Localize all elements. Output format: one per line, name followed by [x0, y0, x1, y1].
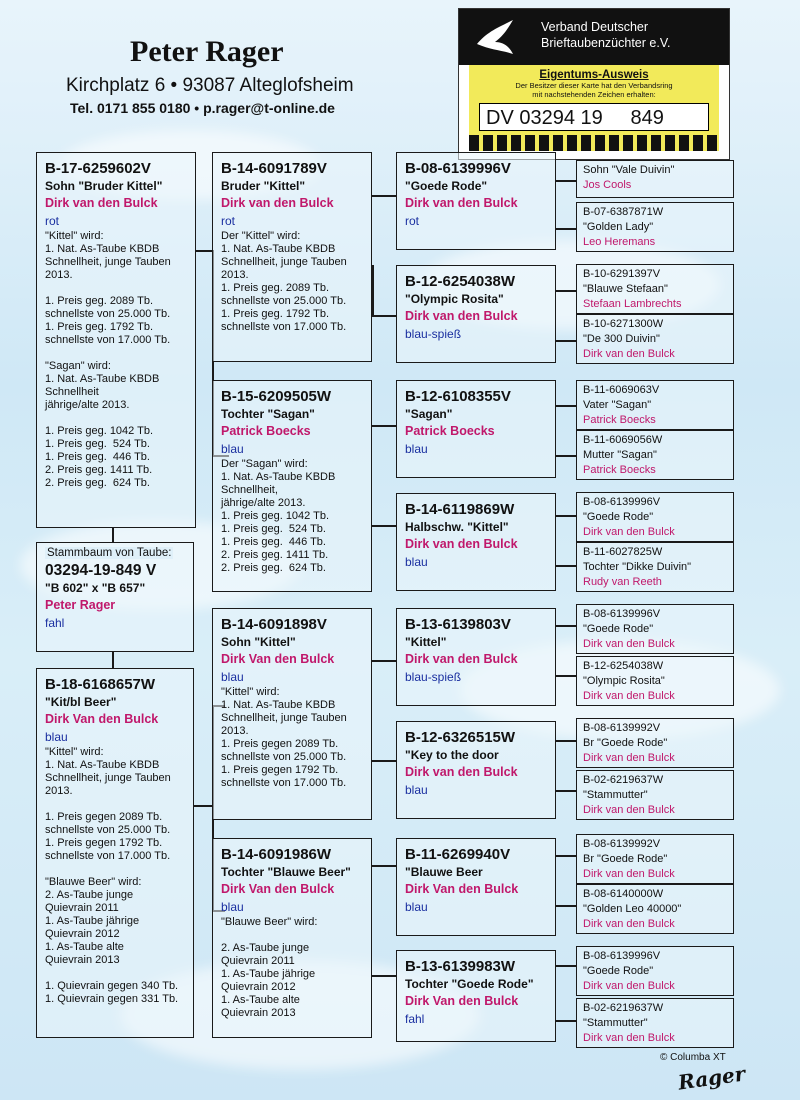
- pigeon-color: rot: [405, 214, 420, 228]
- pigeon-name: Sohn "Vale Duivin": [583, 164, 675, 176]
- ring-number: B-12-6254038W: [405, 273, 516, 290]
- great-grandparent-card: [396, 838, 556, 936]
- breeder-name: Patrick Boecks: [583, 464, 656, 476]
- ancestor-card: [576, 718, 734, 768]
- breeder-name: Dirk van den Bulck: [405, 537, 518, 551]
- breeder-name: Dirk van den Bulck: [405, 765, 518, 779]
- badge-ring-number: DV 03294 19 849: [479, 103, 709, 131]
- pigeon-name: "Blauwe Stefaan": [583, 283, 668, 295]
- ring-number: B-10-6271300W: [583, 318, 664, 330]
- pigeon-name: "De 300 Duivin": [583, 333, 660, 345]
- pigeon-name: "Olympic Rosita": [405, 292, 504, 306]
- breeder-name: Jos Cools: [583, 179, 632, 191]
- pigeon-name: "Blauwe Beer: [405, 865, 483, 879]
- ring-number: B-08-6139996V: [405, 160, 511, 177]
- breeder-name: Dirk Van den Bulck: [45, 712, 159, 726]
- breeder-name: Dirk van den Bulck: [405, 309, 518, 323]
- pigeon-name: "Golden Lady": [583, 221, 654, 233]
- ancestor-card: [576, 604, 734, 654]
- pigeon-name: "Golden Leo 40000": [583, 903, 682, 915]
- pigeon-name: "Kittel": [405, 635, 447, 649]
- great-grandparent-card: [396, 152, 556, 250]
- breeder-name: Dirk van den Bulck: [583, 638, 675, 650]
- ancestor-card: [576, 380, 734, 430]
- breeder-name: Dirk van den Bulck: [405, 652, 518, 666]
- breeder-name: Dirk Van den Bulck: [405, 994, 519, 1008]
- owner-name: Peter Rager: [130, 35, 284, 68]
- dove-logo-icon: [473, 14, 519, 60]
- breeder-name: Dirk van den Bulck: [583, 526, 675, 538]
- ring-number: B-02-6219637W: [583, 774, 664, 786]
- badge-header: [459, 9, 729, 65]
- subject-ring-number: 03294-19-849 V: [45, 562, 157, 579]
- great-grandparent-card: [396, 380, 556, 478]
- great-grandparent-card: [396, 493, 556, 591]
- pigeon-color: rot: [221, 214, 236, 228]
- ancestor-card: [576, 314, 734, 364]
- pigeon-name: Sohn "Bruder Kittel": [45, 179, 163, 193]
- pigeon-name: Vater "Sagan": [583, 399, 652, 411]
- pigeon-color: fahl: [405, 1012, 425, 1026]
- breeder-name: Dirk van den Bulck: [221, 196, 334, 210]
- owner-address: Kirchplatz 6 • 93087 Alteglofsheim: [66, 75, 354, 96]
- owner-contact: Tel. 0171 855 0180 • p.rager@t-online.de: [70, 100, 335, 116]
- ring-number: B-08-6139992V: [583, 722, 661, 734]
- breeder-name: Dirk van den Bulck: [583, 980, 675, 992]
- ancestor-card: [576, 160, 734, 198]
- breeder-name: Dirk Van den Bulck: [405, 882, 519, 896]
- signature: Rager: [676, 1061, 747, 1095]
- pigeon-name: "Olympic Rosita": [583, 675, 665, 687]
- great-grandparent-card: [396, 265, 556, 363]
- pigeon-color: blau: [221, 442, 244, 456]
- ancestor-card: [576, 946, 734, 996]
- great-grandparent-card: [396, 950, 556, 1042]
- breeder-name: Dirk van den Bulck: [583, 752, 675, 764]
- ring-number: B-17-6259602V: [45, 160, 151, 177]
- great-grandparent-card: [396, 608, 556, 706]
- ring-number: B-10-6291397V: [583, 268, 661, 280]
- subject-parents: "B 602" x "B 657": [45, 581, 146, 595]
- ring-number: B-13-6139983W: [405, 958, 516, 975]
- breeder-name: Dirk van den Bulck: [405, 196, 518, 210]
- pigeon-name: "Goede Rode": [583, 965, 654, 977]
- performance-text: Der "Sagan" wird: 1. Nat. As-Taube KBDB Schnellheit, jährige/alte 2013. 1. Preis geg. 1042 Tb. 1. Preis geg. 524 Tb. 1. Preis geg. 446 Tb. 2. Preis geg. 1411 Tb. 2. Preis geg. 624 Tb.: [221, 458, 336, 574]
- breeder-name: Dirk van den Bulck: [583, 868, 675, 880]
- pigeon-name: "Sagan": [405, 407, 453, 421]
- breeder-name: Leo Heremans: [583, 236, 656, 248]
- ring-number: B-18-6168657W: [45, 676, 156, 693]
- badge-subtitle-1: Der Besitzer dieser Karte hat den Verbandsring: [515, 81, 673, 90]
- breeder-name: Dirk van den Bulck: [583, 918, 675, 930]
- ancestor-card: [576, 834, 734, 884]
- ring-number: B-14-6091898V: [221, 616, 327, 633]
- pigeon-color: blau-spieß: [405, 327, 462, 341]
- ring-number: B-07-6387871W: [583, 206, 664, 218]
- breeder-name: Dirk van den Bulck: [583, 690, 675, 702]
- pigeon-name: Br "Goede Rode": [583, 737, 668, 749]
- breeder-name: Dirk van den Bulck: [583, 804, 675, 816]
- performance-text: "Kittel" wird: 1. Nat. As-Taube KBDB Schnellheit, junge Tauben 2013. 1. Preis gegen 2089 Tb. schnellste von 25.000 Tb. 1. Preis gegen 1792 Tb. schnellste von 17.000 Tb. "Blauwe Beer" wird: 2. As-Taube junge Quievrain 2011 1. As-Taube jährige Quievrain 2012 1. As-Taube alte Quievrain 2013 1. Quievrain gegen 340 Tb. 1. Quievrain gegen 331 Tb.: [45, 746, 179, 1005]
- dam-card: [36, 668, 194, 1038]
- ring-number: B-14-6091986W: [221, 846, 332, 863]
- ring-number: B-12-6254038W: [583, 660, 664, 672]
- pigeon-color: blau-spieß: [405, 670, 462, 684]
- grandparent-card: [212, 608, 372, 820]
- association-name-line1: Verband Deutscher: [541, 20, 649, 34]
- ring-number: B-11-6069063V: [583, 384, 660, 396]
- ring-number: B-11-6269940V: [405, 846, 511, 863]
- pigeon-name: Mutter "Sagan": [583, 449, 657, 461]
- ring-number: B-13-6139803V: [405, 616, 511, 633]
- pigeon-name: "Goede Rode": [583, 511, 654, 523]
- ancestor-card: [576, 264, 734, 314]
- ring-number: B-14-6091789V: [221, 160, 327, 177]
- ancestor-card: [576, 656, 734, 706]
- pigeon-name: "Stammutter": [583, 789, 648, 801]
- performance-text: Der "Kittel" wird: 1. Nat. As-Taube KBDB Schnellheit, junge Tauben 2013. 1. Preis geg. 2089 Tb. schnellste von 25.000 Tb. 1. Preis geg. 1792 Tb. schnellste von 17.000 Tb.: [221, 230, 347, 333]
- pigeon-name: "Goede Rode": [405, 179, 488, 193]
- pigeon-name: Tochter "Goede Rode": [405, 977, 534, 991]
- breeder-name: Patrick Boecks: [221, 424, 311, 438]
- pigeon-name: Tochter "Blauwe Beer": [221, 865, 351, 879]
- pigeon-color: blau: [221, 900, 244, 914]
- breeder-name: Stefaan Lambrechts: [583, 298, 682, 310]
- pigeon-name: "Goede Rode": [583, 623, 654, 635]
- breeder-name: Patrick Boecks: [405, 424, 495, 438]
- pigeon-name: "Kit/bl Beer": [45, 695, 117, 709]
- pigeon-name: Tochter "Dikke Duivin": [583, 561, 692, 573]
- performance-text: "Kittel" wird: 1. Nat. As-Taube KBDB Schnellheit, junge Tauben 2013. 1. Preis geg. 2089 Tb. schnellste von 25.000 Tb. 1. Preis geg. 1792 Tb. schnellste von 17.000 Tb. "Sagan" wird: 1. Nat. As-Taube KBDB Schnellheit jährige/alte 2013. 1. Preis geg. 1042 Tb. 1. Preis geg. 524 Tb. 1. Preis geg. 446 Tb. 2. Preis geg. 1411 Tb. 2. Preis geg. 624 Tb.: [45, 230, 171, 489]
- pigeon-color: rot: [45, 214, 60, 228]
- grandparent-card: [212, 838, 372, 1038]
- pigeon-name: "Stammutter": [583, 1017, 648, 1029]
- pigeon-color: blau: [405, 783, 428, 797]
- ancestor-card: [576, 884, 734, 934]
- breeder-name: Rudy van Reeth: [583, 576, 662, 588]
- ring-number: B-15-6209505W: [221, 388, 332, 405]
- ancestor-card: [576, 492, 734, 542]
- subject-card: [36, 542, 194, 652]
- great-grandparent-card: [396, 721, 556, 819]
- ring-number: B-12-6326515W: [405, 729, 516, 746]
- ring-number: B-08-6139996V: [583, 950, 661, 962]
- ownership-card: [458, 8, 730, 160]
- ring-number: B-08-6139996V: [583, 496, 661, 508]
- ancestor-card: [576, 542, 734, 592]
- breeder-name: Dirk Van den Bulck: [221, 652, 335, 666]
- breeder-name: Dirk van den Bulck: [583, 348, 675, 360]
- ancestor-card: [576, 202, 734, 252]
- badge-title: Eigentums-Ausweis: [539, 69, 649, 81]
- breeder-name: Dirk van den Bulck: [45, 196, 158, 210]
- grandparent-card: [212, 152, 372, 362]
- pigeon-color: blau: [221, 670, 244, 684]
- pigeon-color: blau: [405, 555, 428, 569]
- grandparent-card: [212, 380, 372, 592]
- pedigree-label: Stammbaum von Taube:: [47, 547, 172, 559]
- badge-pattern: [469, 135, 719, 151]
- ring-number: B-11-6027825W: [583, 546, 663, 558]
- ring-number: B-08-6140000W: [583, 888, 664, 900]
- pigeon-color: blau: [45, 730, 68, 744]
- ancestor-card: [576, 770, 734, 820]
- pigeon-name: Br "Goede Rode": [583, 853, 668, 865]
- pigeon-name: Halbschw. "Kittel": [405, 520, 509, 534]
- breeder-name: Dirk Van den Bulck: [221, 882, 335, 896]
- pigeon-name: "Key to the door: [405, 748, 499, 762]
- performance-text: "Blauwe Beer" wird: 2. As-Taube junge Quievrain 2011 1. As-Taube jährige Quievrain 2012 1. As-Taube alte Quievrain 2013: [221, 916, 318, 1019]
- pigeon-color: blau: [405, 900, 428, 914]
- ring-number: B-02-6219637W: [583, 1002, 664, 1014]
- breeder-name: Dirk van den Bulck: [583, 1032, 675, 1044]
- ancestor-card: [576, 998, 734, 1048]
- badge-body: [469, 65, 719, 135]
- pigeon-name: Tochter "Sagan": [221, 407, 315, 421]
- ring-number: B-12-6108355V: [405, 388, 511, 405]
- badge-subtitle-2: mit nachstehenden Zeichen erhalten:: [532, 90, 656, 99]
- association-name-line2: Brieftaubenzüchter e.V.: [541, 36, 671, 50]
- subject-color: fahl: [45, 616, 65, 630]
- ring-number: B-14-6119869W: [405, 501, 515, 518]
- pigeon-color: blau: [405, 442, 428, 456]
- pigeon-name: Sohn "Kittel": [221, 635, 296, 649]
- performance-text: "Kittel" wird: 1. Nat. As-Taube KBDB Schnellheit, junge Tauben 2013. 1. Preis gegen 2089 Tb. schnellste von 25.000 Tb. 1. Preis gegen 1792 Tb. schnellste von 17.000 Tb.: [221, 686, 347, 789]
- copyright-text: © Columba XT: [660, 1052, 726, 1063]
- subject-breeder: Peter Rager: [45, 598, 116, 612]
- ring-number: B-11-6069056W: [583, 434, 663, 446]
- breeder-name: Patrick Boecks: [583, 414, 656, 426]
- ring-number: B-08-6139996V: [583, 608, 661, 620]
- sire-card: [36, 152, 196, 528]
- ring-number: B-08-6139992V: [583, 838, 661, 850]
- ancestor-card: [576, 430, 734, 480]
- pigeon-name: Bruder "Kittel": [221, 179, 306, 193]
